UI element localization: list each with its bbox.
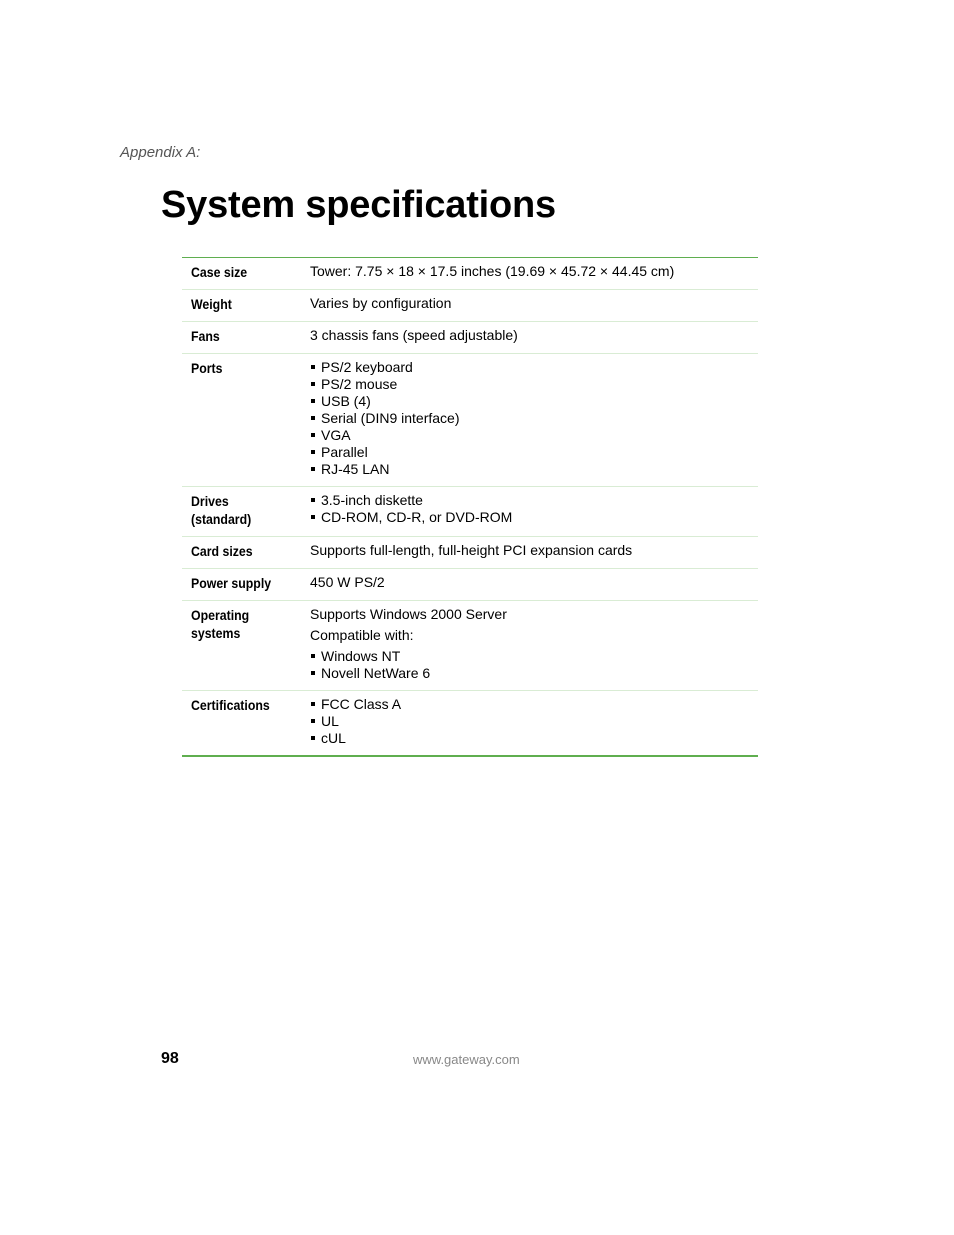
spec-row: [182, 486, 758, 536]
spec-value-text: Supports Windows 2000 Server: [310, 606, 507, 622]
spec-row: [182, 353, 758, 486]
spec-bullet-item: RJ-45 LAN: [310, 461, 758, 478]
spec-value: [310, 569, 758, 600]
spec-bullet-item: PS/2 keyboard: [310, 359, 758, 376]
spec-label: [182, 569, 310, 600]
spec-value: [310, 354, 758, 486]
spec-label-line: (standard): [191, 511, 252, 527]
spec-label-line: Weight: [191, 296, 232, 312]
spec-label: [182, 537, 310, 568]
spec-row: [182, 600, 758, 690]
spec-bullet-item: PS/2 mouse: [310, 376, 758, 393]
spec-label: [182, 322, 310, 353]
spec-label: [182, 487, 310, 536]
spec-value: [310, 322, 758, 353]
spec-label: [182, 290, 310, 321]
spec-value-text: 450 W PS/2: [310, 574, 385, 590]
spec-label-line: Case size: [191, 264, 248, 280]
spec-bullet-item: CD-ROM, CD-R, or DVD-ROM: [310, 509, 758, 526]
spec-bullet-item: FCC Class A: [310, 696, 758, 713]
spec-label-line: systems: [191, 625, 241, 641]
spec-bullet-item: 3.5-inch diskette: [310, 492, 758, 509]
spec-bullet-item: Windows NT: [310, 648, 758, 665]
spec-label-line: Card sizes: [191, 543, 253, 559]
spec-value-text: Supports full-length, full-height PCI expansion cards: [310, 542, 633, 558]
spec-label-line: Ports: [191, 360, 223, 376]
spec-label: [182, 258, 310, 289]
spec-label: [182, 691, 310, 755]
page-title: System specifications: [161, 184, 556, 226]
spec-value-text: Varies by configuration: [310, 295, 452, 311]
spec-row: [182, 536, 758, 568]
footer-url: www.gateway.com: [413, 1052, 520, 1067]
running-head: Appendix A:: [120, 144, 201, 161]
spec-value-text: Compatible with:: [310, 627, 414, 643]
spec-row: [182, 289, 758, 321]
spec-bullet-item: Parallel: [310, 444, 758, 461]
spec-label-line: Fans: [191, 328, 220, 344]
spec-value: [310, 258, 758, 289]
spec-bullet-item: Serial (DIN9 interface): [310, 410, 758, 427]
spec-bullet-item: cUL: [310, 730, 758, 747]
spec-value: [310, 691, 758, 755]
spec-row: [182, 321, 758, 353]
spec-label: [182, 601, 310, 690]
spec-label: [182, 354, 310, 486]
spec-label-line: Operating: [191, 607, 250, 623]
spec-value: [310, 487, 758, 536]
spec-value: [310, 601, 758, 690]
spec-bullet-item: VGA: [310, 427, 758, 444]
spec-value: [310, 290, 758, 321]
spec-value-text: Tower: 7.75 × 18 × 17.5 inches (19.69 × 45.72 × 44.45 cm): [310, 263, 675, 279]
spec-row: [182, 258, 758, 289]
spec-bullet-item: Novell NetWare 6: [310, 665, 758, 682]
spec-label-line: Power supply: [191, 575, 272, 591]
spec-row: [182, 568, 758, 600]
spec-row: [182, 690, 758, 755]
spec-value: [310, 537, 758, 568]
spec-bullet-item: USB (4): [310, 393, 758, 410]
spec-label-line: Drives: [191, 493, 229, 509]
spec-value-text: 3 chassis fans (speed adjustable): [310, 327, 518, 343]
specifications-table: [182, 257, 758, 757]
spec-bullet-item: UL: [310, 713, 758, 730]
spec-label-line: Certifications: [191, 697, 270, 713]
page-number: 98: [161, 1050, 179, 1067]
